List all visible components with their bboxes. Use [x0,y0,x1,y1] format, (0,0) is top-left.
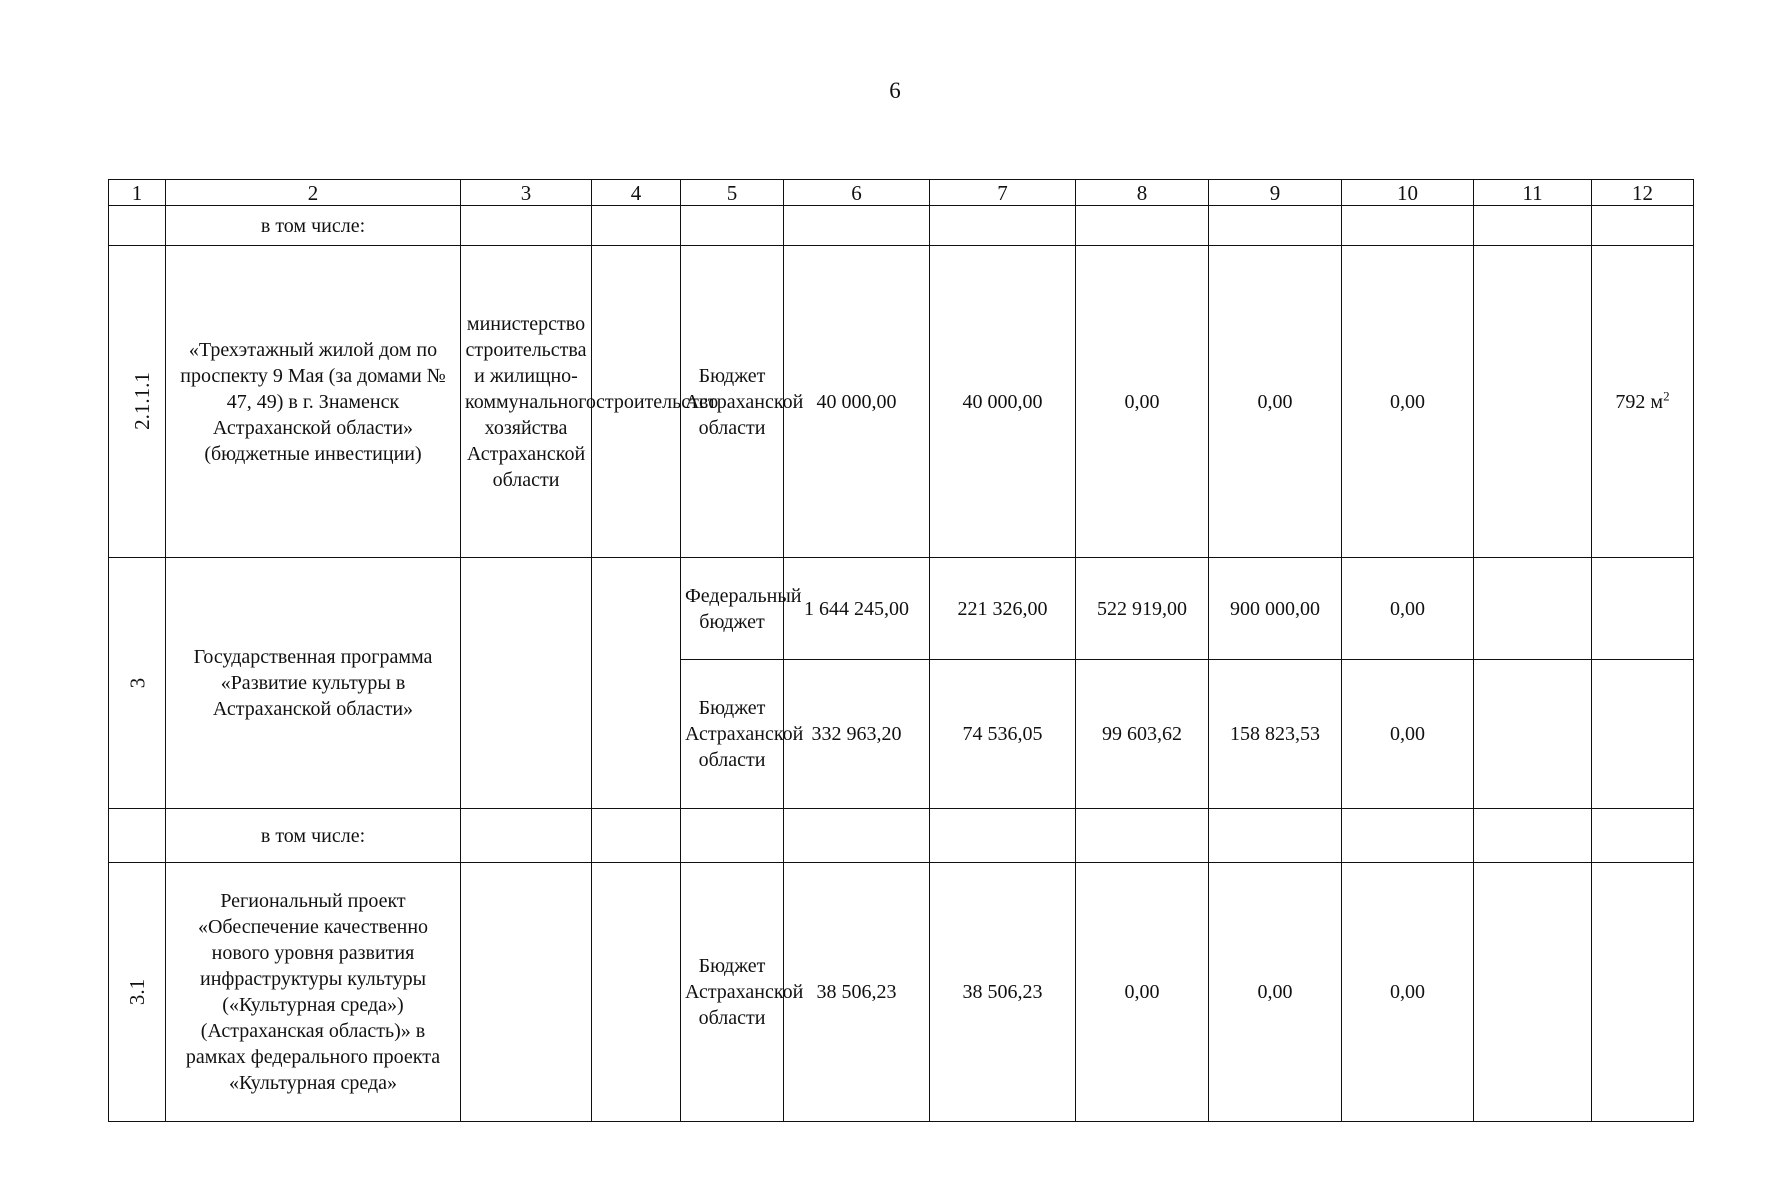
item-name: Государственная программа «Развитие культуры в Астраханской области» [166,558,461,809]
value-cell: 0,00 [1076,863,1209,1122]
header-cell: 12 [1592,180,1694,206]
value-cell: 74 536,05 [930,660,1076,809]
page-number: 6 [889,78,901,103]
header-cell: 5 [681,180,784,206]
work-type: строительство [592,246,681,558]
value-cell: 0,00 [1209,863,1342,1122]
value-cell: 0,00 [1076,246,1209,558]
table-row [109,246,1694,558]
value-cell: 1 644 245,00 [784,558,930,660]
header-cell: 10 [1342,180,1474,206]
row-number: 3 [125,677,149,688]
indicator-sup: 2 [1663,387,1670,403]
value-cell: 332 963,20 [784,660,930,809]
value-cell: 38 506,23 [930,863,1076,1122]
item-name: Региональный проект «Обеспечение качественно нового уровня развития инфраструктуры культуры («Культурная среда») (Астраханская область)» в рамках федерального проекта «Культурная среда» [166,863,461,1122]
table-row [109,809,1694,863]
funding-source: Бюджет Астраханской области [681,246,784,558]
header-cell: 11 [1474,180,1592,206]
header-cell: 6 [784,180,930,206]
indicator-cell [1592,246,1694,558]
value-cell [1474,246,1592,558]
indicator-value: 792 м [1615,390,1664,413]
header-cell: 7 [930,180,1076,206]
value-cell: 522 919,00 [1076,558,1209,660]
header-cell: 8 [1076,180,1209,206]
row-number: 2.1.1.1 [129,372,154,430]
value-cell: 0,00 [1342,246,1474,558]
header-cell: 3 [461,180,592,206]
header-cell: 9 [1209,180,1342,206]
table-row [109,558,1694,660]
value-cell: 158 823,53 [1209,660,1342,809]
subtotal-label: в том числе: [166,809,461,863]
header-cell: 4 [592,180,681,206]
value-cell: 0,00 [1342,558,1474,660]
funding-source: Бюджет Астраханской области [681,863,784,1122]
header-cell: 1 [109,180,166,206]
table-row [109,206,1694,246]
value-cell: 0,00 [1209,246,1342,558]
row-number-cell [109,246,166,558]
value-cell: 0,00 [1342,863,1474,1122]
value-cell: 221 326,00 [930,558,1076,660]
item-name: «Трехэтажный жилой дом по проспекту 9 Мая (за домами № 47, 49) в г. Знаменск Астраханской области» (бюджетные инвестиции) [166,246,461,558]
value-cell: 900 000,00 [1209,558,1342,660]
funding-source: Бюджет Астраханской области [681,660,784,809]
value-cell: 0,00 [1342,660,1474,809]
budget-table [108,179,1694,1122]
row-number-cell [109,558,166,809]
value-cell: 40 000,00 [930,246,1076,558]
executor: министерство строительства и жилищно-коммунального хозяйства Астраханской области [461,246,592,558]
header-row [109,180,1694,206]
row-number: 3.1 [125,978,149,1005]
header-cell: 2 [166,180,461,206]
value-cell: 40 000,00 [784,246,930,558]
table-row [109,863,1694,1122]
subtotal-label: в том числе: [166,206,461,246]
value-cell: 38 506,23 [784,863,930,1122]
row-number-cell [109,863,166,1122]
value-cell: 99 603,62 [1076,660,1209,809]
funding-source: Федеральный бюджет [681,558,784,660]
